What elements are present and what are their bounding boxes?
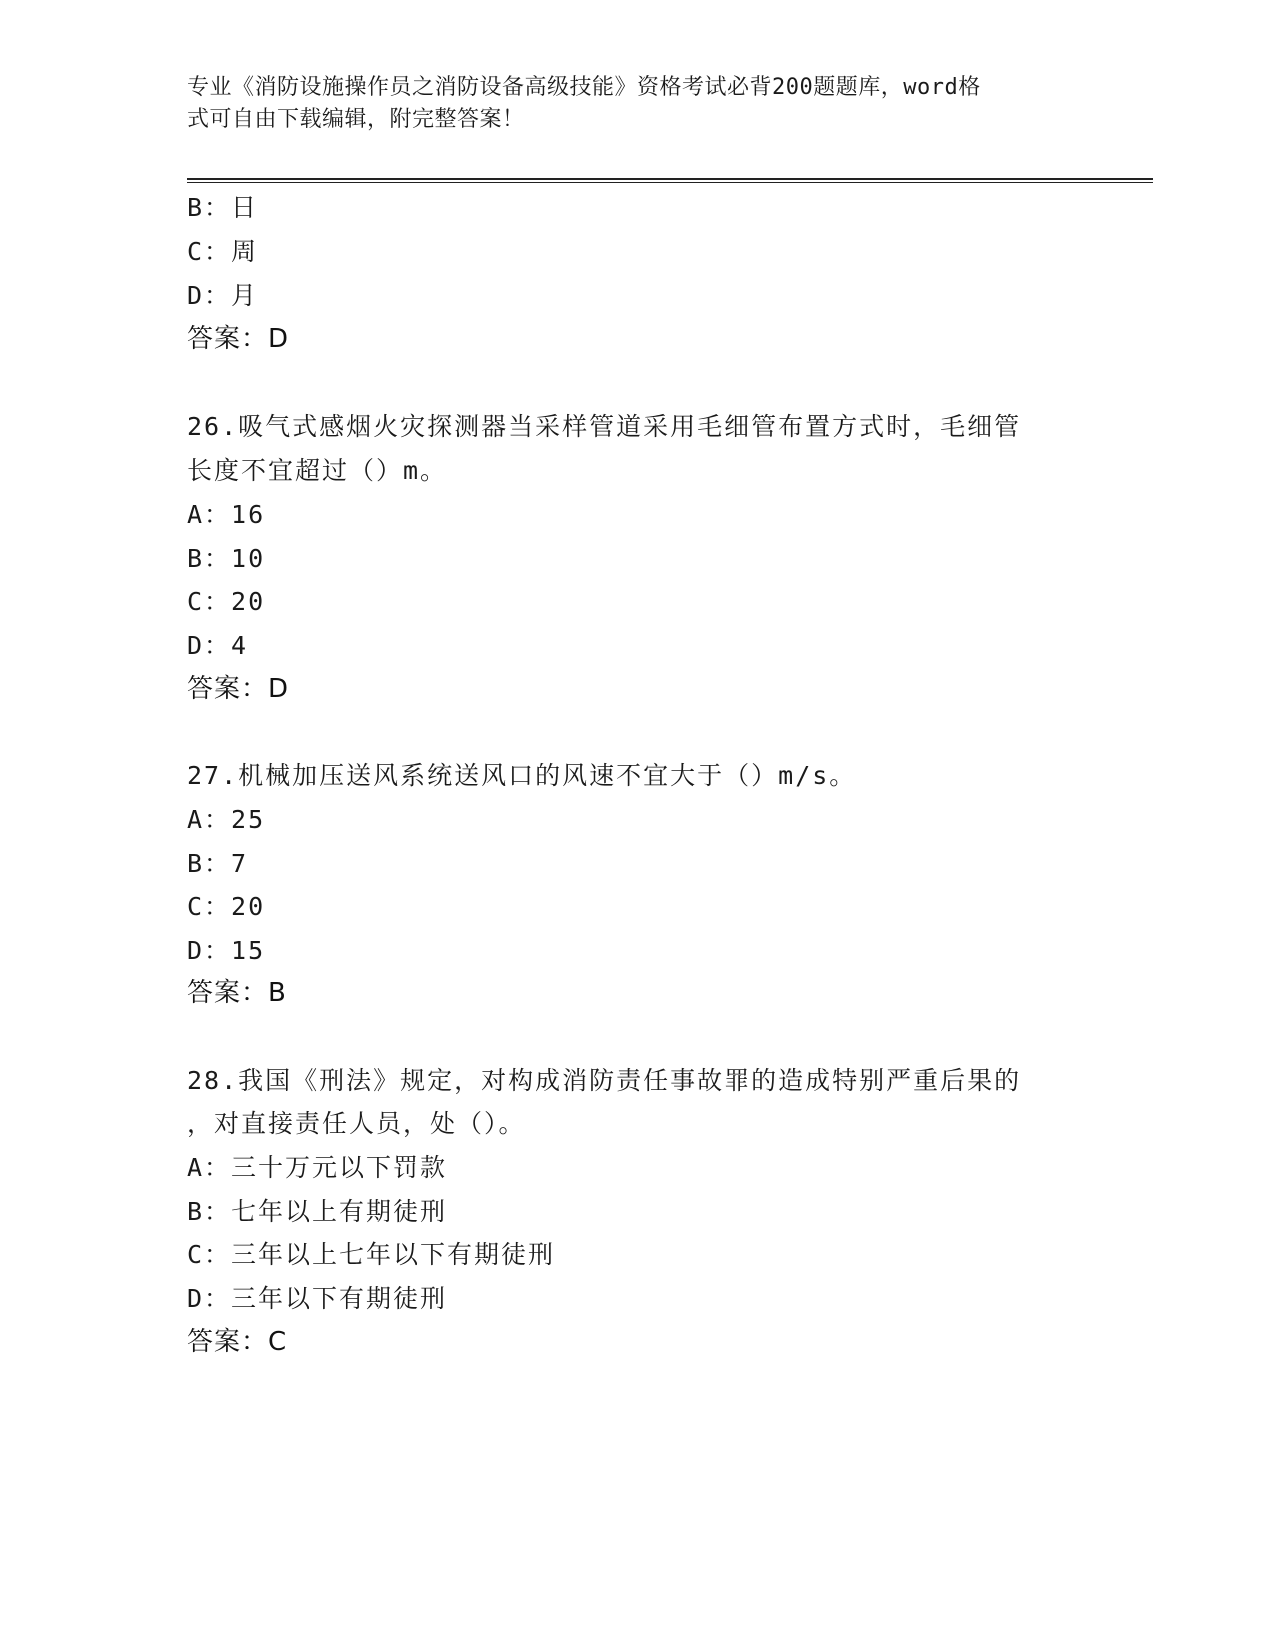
q28-stem-line-1: 28.我国《刑法》规定，对构成消防责任事故罪的造成特别严重后果的 [187,1066,1022,1095]
q26-option-b: B：10 [187,544,266,573]
page-header [187,72,1067,136]
answer-label: 答案： [187,1327,269,1357]
q28-option-b: B：七年以上有期徒刑 [187,1197,448,1226]
q25-option-c: C：周 [187,237,259,266]
q27-option-c: C：20 [187,892,266,921]
q28-stem-line-2: ，对直接责任人员，处（）。 [187,1109,526,1138]
q25-answer-value: D [268,324,290,354]
q27-option-b: B：7 [187,849,249,878]
q27-stem-line-1: 27.机械加压送风系统送风口的风速不宜大于（）m/s。 [187,761,857,790]
q28-answer-value: C [268,1327,288,1357]
q28-option-d: D：三年以下有期徒刑 [187,1284,448,1313]
q27-answer [187,972,287,1009]
header-line-1: 专业《消防设施操作员之消防设备高级技能》资格考试必背200题题库，word格 [187,75,981,100]
q26-option-d: D：4 [187,631,249,660]
header-divider [187,178,1153,183]
answer-label: 答案： [187,324,269,354]
header-line-2: 式可自由下载编辑，附完整答案！ [187,107,525,132]
q26-option-c: C：20 [187,587,266,616]
q25-option-b: B：日 [187,193,259,222]
q28-option-a: A：三十万元以下罚款 [187,1153,448,1182]
q26-option-a: A：16 [187,500,266,529]
q28-answer [187,1321,287,1358]
q25-answer [187,318,289,355]
q26-stem-line-1: 26.吸气式感烟火灾探测器当采样管道采用毛细管布置方式时，毛细管 [187,412,1022,441]
q26-stem-line-2: 长度不宜超过（）m。 [187,456,448,485]
q28-option-c: C：三年以上七年以下有期徒刑 [187,1240,556,1269]
q25-option-d: D：月 [187,281,259,310]
answer-label: 答案： [187,674,269,704]
q27-answer-value: B [268,978,287,1008]
q26-answer-value: D [268,674,290,704]
q27-option-d: D：15 [187,936,266,965]
answer-label: 答案： [187,978,269,1008]
q26-answer [187,668,289,705]
q27-option-a: A：25 [187,805,266,834]
